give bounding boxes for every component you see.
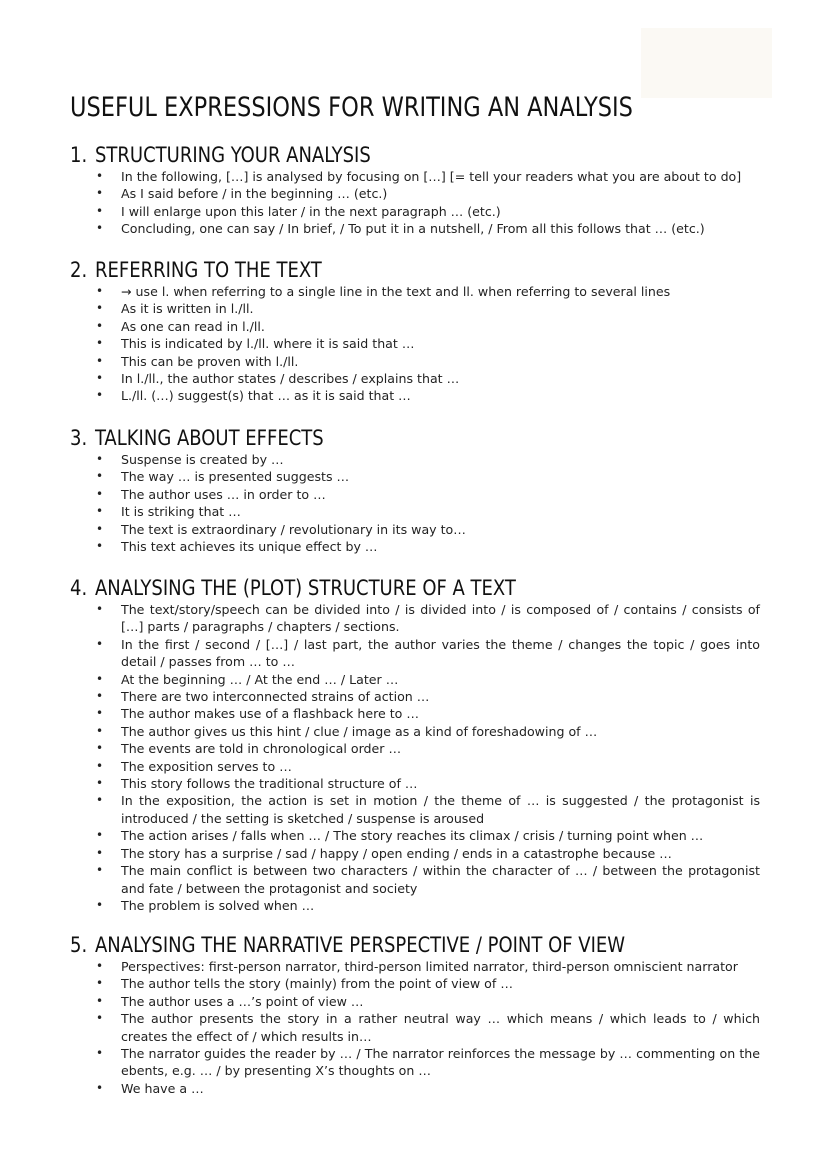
bullet-icon: •: [96, 863, 104, 878]
list-item-text: The author gives us this hint / clue / image as a kind of foreshadowing of …: [121, 723, 598, 739]
section-heading: [70, 930, 760, 959]
expression-list: [70, 451, 760, 555]
list-item-text: The way … is presented suggests …: [121, 469, 350, 485]
list-item: [70, 792, 760, 827]
list-item: [70, 185, 760, 202]
bullet-icon: •: [96, 706, 104, 721]
list-item-text: In the first / second / […] / last part, the author varies the theme / changes the topic / goes into detail / passes from … to …: [121, 636, 760, 670]
bullet-icon: •: [96, 301, 104, 316]
bullet-icon: •: [96, 469, 104, 484]
list-item: [70, 521, 760, 538]
list-item-text: L./ll. (…) suggest(s) that … as it is said that …: [121, 388, 411, 404]
bullet-icon: •: [96, 741, 104, 756]
bullet-icon: •: [96, 452, 104, 466]
bullet-icon: •: [96, 203, 104, 218]
list-item: [70, 671, 760, 688]
section-title: ANALYSING THE (PLOT) STRUCTURE OF A TEXT: [95, 575, 516, 601]
list-item-text: At the beginning … / At the end … / Later …: [121, 671, 399, 687]
list-item-text: The author tells the story (mainly) from the point of view of …: [121, 976, 513, 992]
bullet-icon: •: [96, 504, 104, 519]
list-item: [70, 203, 760, 220]
bullet-icon: •: [96, 793, 104, 808]
section-number: 3.: [70, 425, 88, 451]
list-item: [70, 283, 760, 300]
bullet-icon: •: [96, 539, 104, 554]
list-item-text: In the following, […] is analysed by focusing on […] [= tell your readers what you are about to do]: [121, 169, 742, 184]
bullet-icon: •: [96, 336, 104, 351]
list-item-text: The problem is solved when …: [121, 897, 315, 913]
list-item: [70, 845, 760, 862]
bullet-icon: •: [96, 758, 104, 773]
list-item-text: The action arises / falls when … / The story reaches its climax / crisis / turning point when …: [121, 828, 704, 844]
bullet-icon: •: [96, 221, 104, 236]
list-item-text: Suspense is created by …: [121, 452, 284, 467]
list-item: [70, 601, 760, 636]
bullet-icon: •: [96, 388, 104, 403]
list-item: [70, 975, 760, 992]
expression-list: [70, 168, 760, 238]
list-item-text: The text is extraordinary / revolutionary in its way to…: [121, 521, 466, 537]
list-item: [70, 538, 760, 555]
bullet-icon: •: [96, 976, 104, 991]
list-item: [70, 636, 760, 671]
list-item: [70, 300, 760, 317]
bullet-icon: •: [96, 959, 104, 973]
list-item: [70, 993, 760, 1010]
list-item-text: I will enlarge upon this later / in the next paragraph … (etc.): [121, 203, 501, 219]
bullet-icon: •: [96, 371, 104, 386]
bullet-icon: •: [96, 776, 104, 791]
bullet-icon: •: [96, 284, 104, 298]
list-item-text: As it is written in l./ll.: [121, 301, 254, 317]
bullet-icon: •: [96, 353, 104, 368]
list-item: [70, 758, 760, 775]
bullet-icon: •: [96, 993, 104, 1008]
bullet-icon: •: [96, 169, 104, 183]
section-heading: [70, 423, 760, 452]
list-item: [70, 1080, 760, 1097]
list-item-text: The text/story/speech can be divided into / is divided into / is composed of / contains / consists of […] parts / paragraphs / chapters / sections.: [121, 602, 760, 635]
list-item: [70, 503, 760, 520]
list-item-text: It is striking that …: [121, 504, 241, 520]
list-item: [70, 723, 760, 740]
bullet-icon: •: [96, 897, 104, 912]
bullet-icon: •: [96, 671, 104, 686]
list-item: [70, 1010, 760, 1045]
list-item-text: As I said before / in the beginning … (etc.): [121, 186, 388, 202]
list-item: [70, 387, 760, 404]
section-number: 5.: [70, 932, 88, 958]
bullet-icon: •: [96, 1080, 104, 1095]
list-item: [70, 775, 760, 792]
list-item-text: The exposition serves to …: [121, 758, 292, 774]
bullet-icon: •: [96, 689, 104, 704]
list-item-text: In l./ll., the author states / describes / explains that …: [121, 371, 460, 387]
list-item-text: The main conflict is between two characters / within the character of … / between the protagonist and fate / between the protagonist and society: [121, 863, 760, 896]
list-item-text: This text achieves its unique effect by …: [121, 539, 378, 555]
list-item-text: The author uses … in order to …: [121, 486, 326, 502]
list-item-text: The author presents the story in a rather neutral way … which means / which leads to / which creates the effect of / which results in…: [121, 1011, 760, 1044]
list-item-text: We have a …: [121, 1080, 204, 1096]
list-item: [70, 220, 760, 237]
list-item-text: The events are told in chronological order …: [121, 741, 402, 757]
corner-patch: [641, 28, 772, 98]
section-referring: [70, 255, 760, 405]
bullet-icon: •: [96, 828, 104, 843]
list-item-text: This story follows the traditional structure of …: [121, 776, 418, 792]
bullet-icon: •: [96, 318, 104, 333]
bullet-icon: •: [96, 186, 104, 201]
section-title: REFERRING TO THE TEXT: [95, 257, 322, 283]
list-item-text: Concluding, one can say / In brief, / To put it in a nutshell, / From all this follows that … (etc.): [121, 221, 705, 237]
section-title: ANALYSING THE NARRATIVE PERSPECTIVE / POINT OF VIEW: [95, 932, 626, 958]
bullet-icon: •: [96, 1011, 104, 1026]
expression-list: [70, 601, 760, 914]
list-item-text: The narrator guides the reader by … / The narrator reinforces the message by … commenting on the ebents, e.g. … / by presenting X’s thoughts on …: [121, 1046, 760, 1079]
list-item: [70, 862, 760, 897]
bullet-icon: •: [96, 845, 104, 860]
list-item: [70, 486, 760, 503]
section-narrative-perspective: [70, 930, 760, 1097]
bullet-icon: •: [96, 723, 104, 738]
bullet-icon: •: [96, 1046, 104, 1061]
section-heading: [70, 573, 760, 602]
list-item-text: As one can read in l./ll.: [121, 318, 265, 334]
list-item-text: In the exposition, the action is set in motion / the theme of … is suggested / the protagonist is introduced / the setting is sketched / suspense is aroused: [121, 793, 760, 826]
list-item-text: The author makes use of a flashback here to …: [121, 706, 419, 722]
section-plot-structure: [70, 573, 760, 914]
list-item: [70, 370, 760, 387]
list-item-text: This can be proven with l./ll.: [121, 353, 299, 369]
list-item-text: → use l. when referring to a single line in the text and ll. when referring to several lines: [121, 284, 671, 299]
page-title: USEFUL EXPRESSIONS FOR WRITING AN ANALYSIS: [70, 92, 633, 123]
list-item: [70, 353, 760, 370]
section-number: 4.: [70, 575, 88, 601]
list-item: [70, 451, 760, 468]
expression-list: [70, 283, 760, 405]
list-item: [70, 688, 760, 705]
bullet-icon: •: [96, 602, 104, 616]
section-effects: [70, 423, 760, 555]
list-item: [70, 468, 760, 485]
list-item: [70, 705, 760, 722]
bullet-icon: •: [96, 636, 104, 651]
list-item: [70, 740, 760, 757]
list-item-text: Perspectives: first-person narrator, third-person limited narrator, third-person omniscient narrator: [121, 959, 738, 974]
bullet-icon: •: [96, 521, 104, 536]
section-number: 2.: [70, 257, 88, 283]
section-heading: [70, 255, 760, 284]
list-item-text: The story has a surprise / sad / happy / open ending / ends in a catastrophe because …: [121, 845, 672, 861]
section-title: TALKING ABOUT EFFECTS: [95, 425, 324, 451]
expression-list: [70, 958, 760, 1097]
section-heading: [70, 140, 760, 169]
section-number: 1.: [70, 142, 88, 168]
list-item: [70, 1045, 760, 1080]
section-structuring: [70, 140, 760, 238]
list-item: [70, 168, 760, 185]
section-title: STRUCTURING YOUR ANALYSIS: [95, 142, 371, 168]
list-item: [70, 318, 760, 335]
list-item-text: There are two interconnected strains of action …: [121, 689, 430, 705]
list-item: [70, 827, 760, 844]
list-item: [70, 958, 760, 975]
bullet-icon: •: [96, 486, 104, 501]
list-item: [70, 335, 760, 352]
list-item-text: This is indicated by l./ll. where it is said that …: [121, 336, 415, 352]
list-item-text: The author uses a …’s point of view …: [121, 993, 364, 1009]
list-item: [70, 897, 760, 914]
